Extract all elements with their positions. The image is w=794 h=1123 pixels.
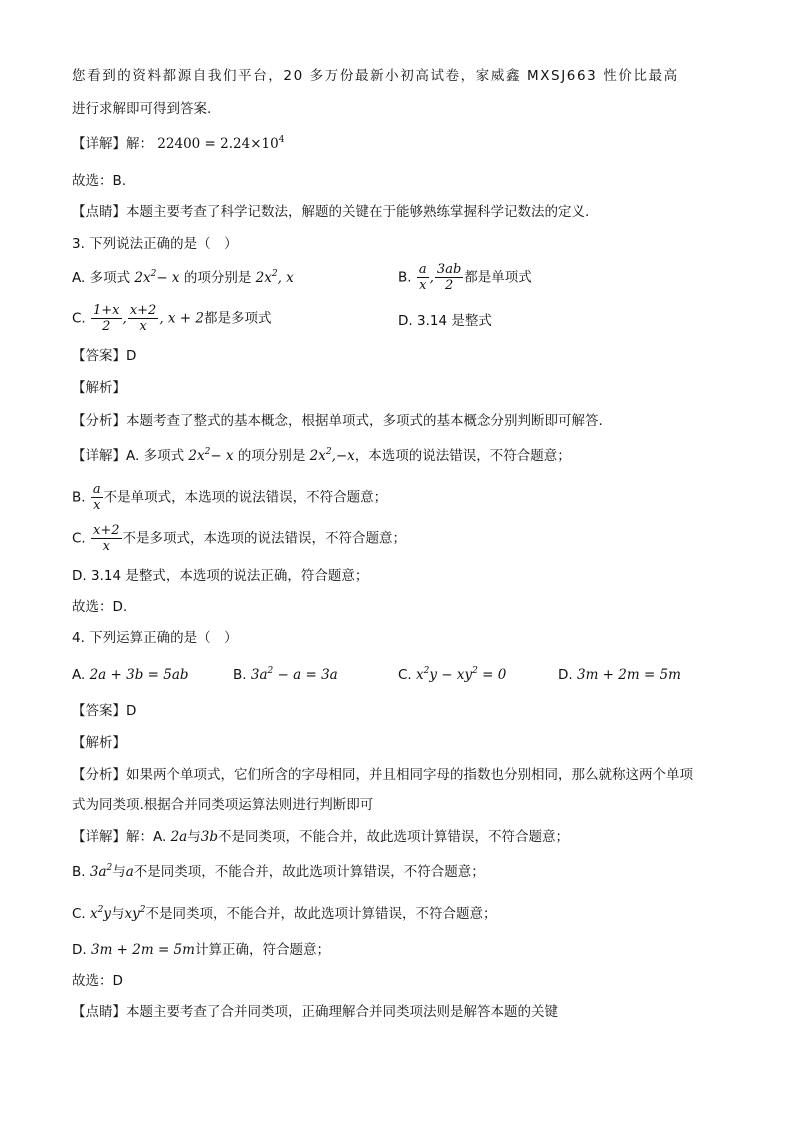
q4-fenxi-1: 【分析】如果两个单项式，它们所含的字母相同，并且相同字母的指数也分别相同，那么就称这两个单项 [72,767,693,783]
q3-fenxi: 【分析】本题考查了整式的基本概念，根据单项式，多项式的基本概念分别判断即可解答. [72,413,603,429]
q3-b-frac-1: $\frac{a}{x}$ [418,262,427,293]
q3-b-frac-2: $\frac{3ab}{2}$ [436,262,462,293]
q4-detail-c: C. $x^2y$与$xy^2$不是同类项，不能合并，故此选项计算错误，不符合题意； [72,905,497,922]
q4-answer: 【答案】D [72,703,137,719]
q2-choose: 故选：B. [72,173,127,189]
q2-detail-expr: $22400 = 2.24\times 10^4$ [157,135,285,152]
q2-comment: 【点睛】本题主要考查了科学记数法，解题的关键在于能够熟练掌握科学记数法的定义. [72,204,590,220]
q3-option-d: D. 3.14 是整式 [398,313,492,329]
q3-detail-c: C. $\frac{x+2}{x}$ 不是多项式，本选项的说法错误，不符合题意； [72,523,407,554]
q4-stem: 4. 下列运算正确的是（ ） [72,630,238,646]
q3-detail-a: 【详解】A. 多项式 $2x^2- x$ 的项分别是 $2x^2,-x$，本选项的说法错误，不符合题意； [72,447,571,464]
q3-c-frac-2: $\frac{x+2}{x}$ [129,303,157,334]
q4-option-d: D. 3m + 2m = 5m [558,667,681,683]
q3-option-c: C. $\frac{1+x}{2}$ , $\frac{x+2}{x}$ , x + 2都是多项式 [72,303,272,334]
q3-choose: 故选：D. [72,599,128,615]
q4-analysis: 【解析】 [72,735,126,751]
q4-detail-d: D. 3m + 2m = 5m计算正确，符合题意； [72,942,330,958]
q3-detail-d: D. 3.14 是整式，本选项的说法正确，符合题意； [72,568,369,584]
q3-option-b: B. $\frac{a}{x}$ , $\frac{3ab}{2}$ 都是单项式 [398,262,532,293]
intro-line-2: 进行求解即可得到答案. [72,101,212,117]
q3-detail-b: B. $\frac{a}{x}$ 不是单项式，本选项的说法错误，不符合题意； [72,482,388,513]
q3-c-frac-1: $\frac{1+x}{2}$ [93,303,120,334]
q3-stem: 3. 下列说法正确的是（ ） [72,236,238,252]
q3-analysis: 【解析】 [72,380,126,396]
q4-detail-b: B. $3a^2$与a不是同类项，不能合并，故此选项计算错误，不符合题意； [72,863,485,880]
q4-option-b: B. $3a^2 - a = 3a$ [233,666,338,683]
q2-detail-label: 【详解】解： [72,136,153,152]
q4-choose: 故选：D [72,973,123,989]
q4-comment: 【点睛】本题主要考查了合并同类项，正确理解合并同类项法则是解答本题的关键 [72,1004,558,1020]
q4-detail-a: 【详解】解：A. 2a与3b不是同类项，不能合并，故此选项计算错误，不符合题意； [72,829,569,845]
q4-fenxi-2: 式为同类项.根据合并同类项运算法则进行判断即可 [72,797,374,813]
intro-line-1: 您看到的资料都源自我们平台，20 多万份最新小初高试卷，家威鑫 MXSJ663 性价比最高 [72,68,679,84]
q4-option-c: C. $x^2y - xy^2 = 0$ [398,666,507,683]
q3-answer: 【答案】D [72,348,137,364]
q2-detail [72,134,284,154]
q4-option-a: A. 2a + 3b = 5ab [72,667,189,683]
q3-option-a: A. 多项式 $2x^2- x$ 的项分别是 $2x^2$, x [72,269,294,286]
